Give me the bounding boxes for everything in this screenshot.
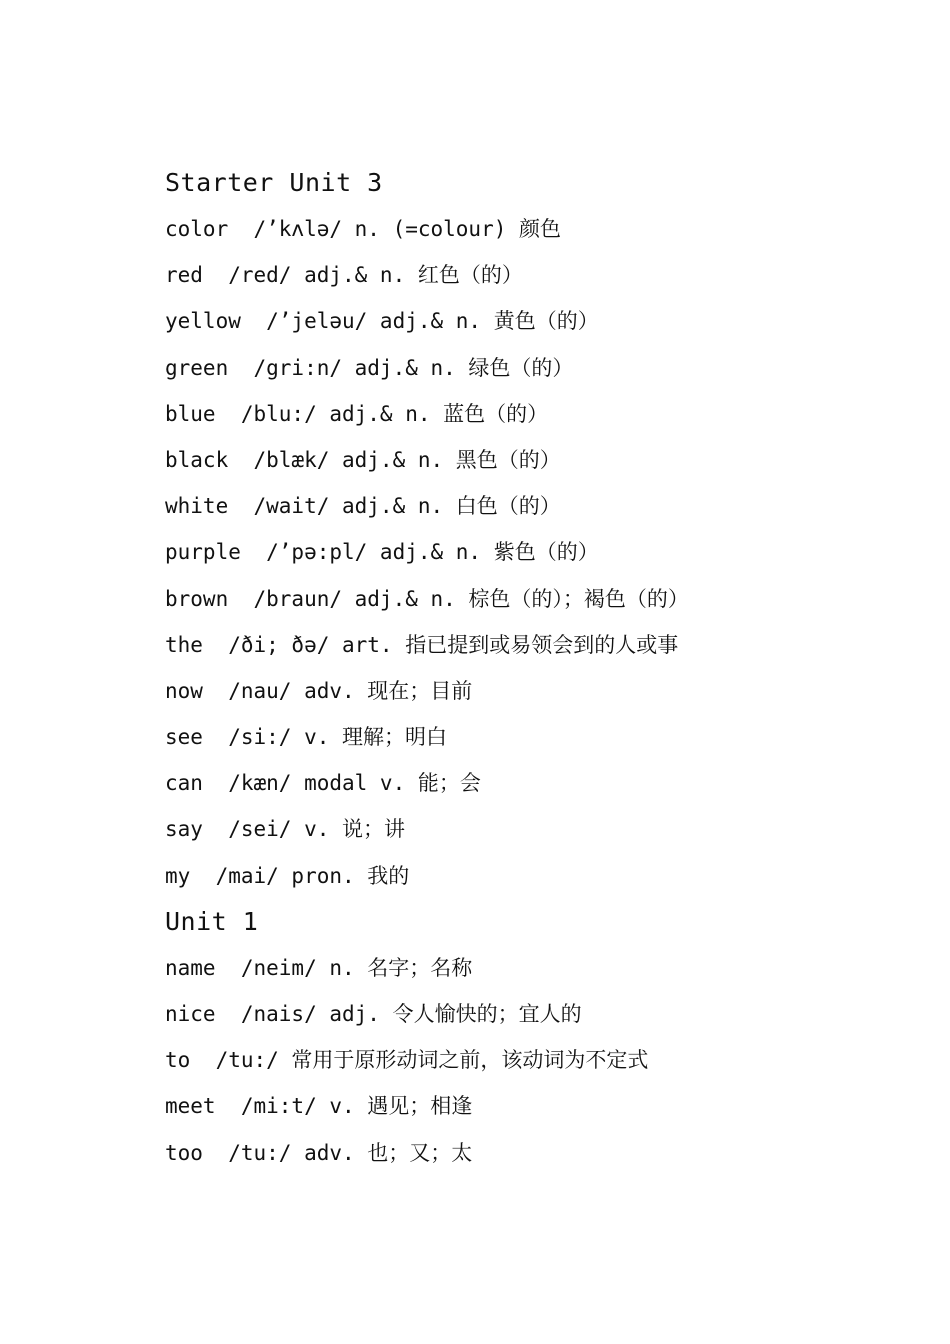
vocab-entry-yellow: yellow /’jeləu/ adj.& n. 黄色（的） bbox=[165, 309, 599, 334]
vocab-entry-green: green /gri:n/ adj.& n. 绿色（的） bbox=[165, 355, 574, 380]
vocab-entry-black: black /blæk/ adj.& n. 黑色（的） bbox=[165, 447, 561, 472]
vocab-entry-nice: nice /nais/ adj. 令人愉快的；宜人的 bbox=[165, 1002, 582, 1026]
vocab-entry-to: to /tu:/ 常用于原形动词之前，该动词为不定式 bbox=[165, 1048, 649, 1073]
vocab-entry-say: say /sei/ v. 说；讲 bbox=[165, 817, 406, 842]
vocab-entry-my: my /mai/ pron. 我的 bbox=[165, 863, 410, 888]
vocab-entry-white: white /wait/ adj.& n. 白色（的） bbox=[165, 494, 561, 519]
vocab-entry-brown: brown /braun/ adj.& n. 棕色（的）；褐色（的） bbox=[165, 586, 689, 611]
vocab-entry-now: now /nau/ adv. 现在；目前 bbox=[165, 678, 473, 703]
vocab-entry-meet: meet /mi:t/ v. 遇见；相逢 bbox=[165, 1094, 473, 1119]
vocabulary-list bbox=[165, 160, 865, 1176]
vocab-entry-too: too /tu:/ adv. 也；又；太 bbox=[165, 1140, 473, 1165]
vocab-entry-can: can /kæn/ modal v. 能；会 bbox=[165, 771, 481, 796]
vocab-entry-red: red /red/ adj.& n. 红色（的） bbox=[165, 263, 523, 288]
vocab-entry-see: see /si:/ v. 理解；明白 bbox=[165, 725, 448, 750]
vocab-entry-color: color /’kʌlə/ n. (=colour) 颜色 bbox=[165, 217, 562, 241]
section-title-starter-unit-3: Starter Unit 3 bbox=[165, 168, 383, 197]
section-title-unit-1: Unit 1 bbox=[165, 906, 259, 936]
vocab-entry-name: name /neim/ n. 名字；名称 bbox=[165, 955, 473, 980]
vocab-entry-the: the /ði; ðə/ art. 指已提到或易领会到的人或事 bbox=[165, 632, 679, 657]
vocab-entry-purple: purple /’pə:pl/ adj.& n. 紫色（的） bbox=[165, 540, 599, 565]
vocab-entry-blue: blue /blu:/ adj.& n. 蓝色（的） bbox=[165, 401, 549, 426]
